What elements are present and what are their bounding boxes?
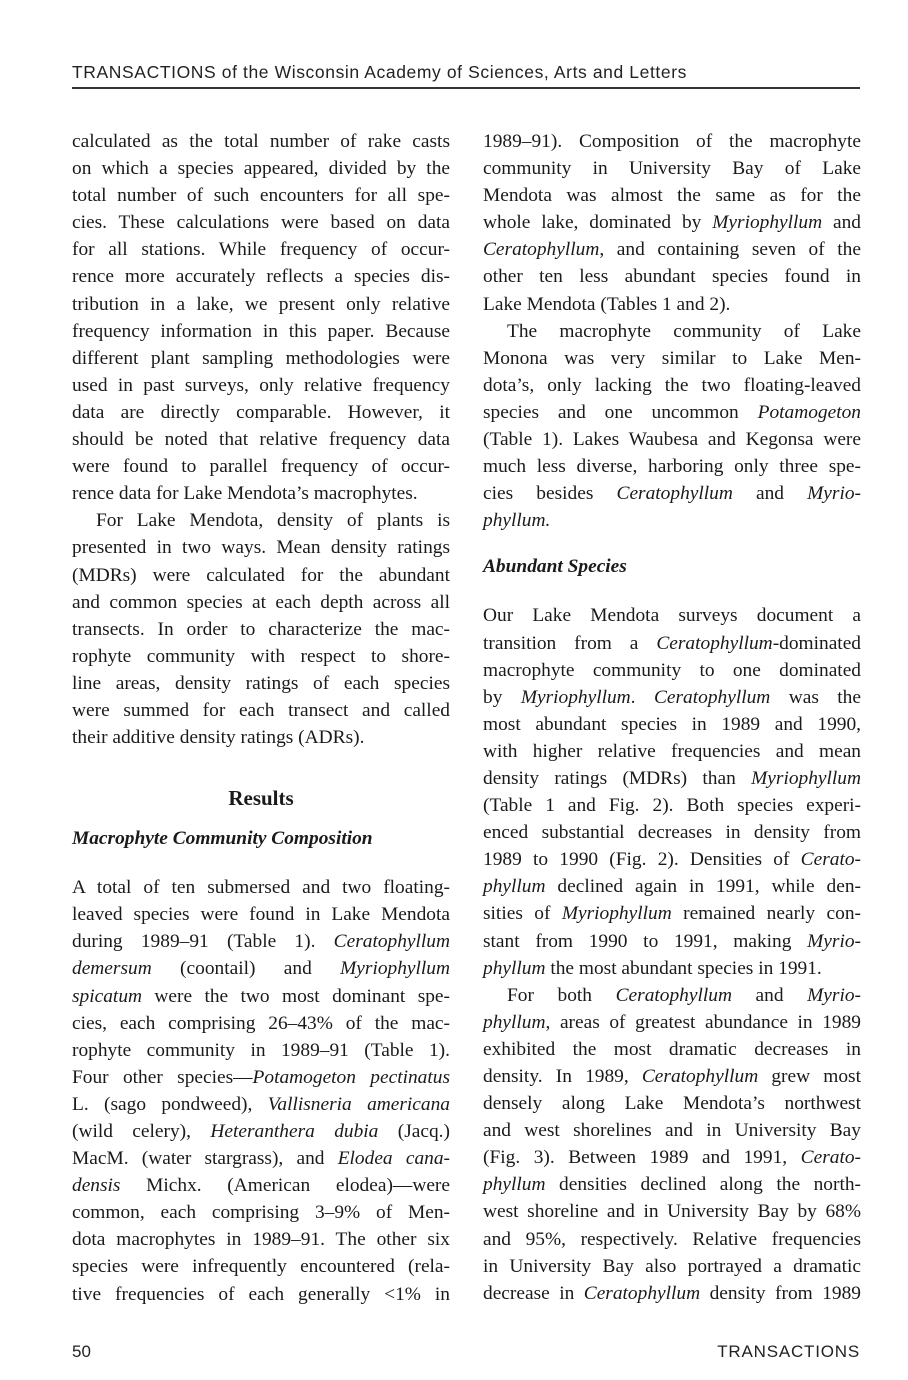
species-name: Ceratophyllum <box>483 239 600 261</box>
text-line: common, each comprising 3–9% of Men- <box>72 1202 450 1224</box>
species-name: Myrio- <box>807 930 861 952</box>
text-line: rophyte community with respect to shore- <box>72 645 450 667</box>
text-line: densely along Lake Mendota’s northwest <box>483 1093 861 1115</box>
footer-journal-name: TRANSACTIONS <box>717 1342 860 1361</box>
text-line: frequency information in this paper. Because <box>72 320 450 342</box>
text-run: whole lake, dominated by <box>483 212 713 234</box>
paragraph <box>483 318 861 535</box>
species-name: Vallisneria americana <box>267 1093 450 1115</box>
text-line <box>72 1091 450 1118</box>
paragraph <box>72 507 450 751</box>
text-run: decrease in <box>483 1282 584 1304</box>
species-name: Ceratophyllum <box>583 1282 701 1304</box>
text-line: and common species at each depth across all <box>72 591 450 613</box>
text-line <box>72 1172 450 1199</box>
text-run: 1989 to 1990 (Fig. 2). Densities of <box>483 849 801 871</box>
paragraph <box>72 874 450 1308</box>
text-line <box>483 955 861 982</box>
text-line <box>72 1064 450 1091</box>
text-line <box>72 928 450 955</box>
text-line <box>483 1009 861 1036</box>
text-run: , and containing seven of the <box>599 239 861 261</box>
text-run: transition from a <box>483 632 657 654</box>
text-line <box>483 507 861 534</box>
text-line: should be noted that relative frequency data <box>72 429 450 451</box>
text-run: density ratings (MDRs) than <box>483 767 752 789</box>
text-line: for all stations. While frequency of occur- <box>72 239 450 261</box>
text-line: and 95%, respectively. Relative frequencies <box>483 1228 861 1250</box>
text-line: Lake Mendota (Tables 1 and 2). <box>483 293 731 315</box>
text-line: Mendota was almost the same as for the <box>483 185 861 207</box>
text-run: were the two most dominant spe- <box>142 985 450 1007</box>
spacer <box>72 854 450 874</box>
text-line <box>72 955 450 982</box>
text-line <box>72 983 450 1010</box>
text-line: their additive density ratings (ADRs). <box>72 727 365 749</box>
text-line <box>483 684 861 711</box>
text-line: cies. These calculations were based on data <box>72 212 450 234</box>
species-name: densis <box>72 1175 121 1197</box>
text-line: species were infrequently encountered (rela- <box>72 1256 450 1278</box>
text-line: with higher relative frequencies and mean <box>483 740 861 762</box>
spacer <box>483 582 861 602</box>
text-line <box>483 873 861 900</box>
paragraph <box>483 128 861 318</box>
text-run: declined again in 1991, while den- <box>545 876 861 898</box>
text-run: and <box>822 212 861 234</box>
text-line: dota’s, only lacking the two floating-leaved <box>483 374 861 396</box>
text-run: stant from 1990 to 1991, making <box>483 930 808 952</box>
text-line: on which a species appeared, divided by the <box>72 158 450 180</box>
paragraph <box>72 128 450 507</box>
text-line <box>483 630 861 657</box>
text-line <box>483 1171 861 1198</box>
text-line: tive frequencies of each generally <1% in <box>72 1283 450 1305</box>
text-run: , areas of greatest abundance in 1989 <box>545 1011 861 1033</box>
species-name: phyllum. <box>483 510 551 532</box>
text-run: (Fig. 3). Between 1989 and 1991, <box>483 1147 801 1169</box>
header-rule <box>72 87 860 89</box>
spacer <box>483 534 861 552</box>
species-name: Cerato- <box>800 1147 861 1169</box>
text-line: macrophyte community to one dominated <box>483 659 861 681</box>
text-line <box>483 765 861 792</box>
page-number: 50 <box>72 1342 91 1361</box>
species-name: Myriophyllum <box>520 686 631 708</box>
text-line: (MDRs) were calculated for the abundant <box>72 564 450 586</box>
text-line <box>483 1280 861 1307</box>
paragraph <box>483 982 861 1307</box>
text-line: dota macrophytes in 1989–91. The other six <box>72 1229 450 1251</box>
species-name: phyllum <box>483 957 546 979</box>
text-line <box>483 209 861 236</box>
text-run: (coontail) and <box>151 958 341 980</box>
text-run: species and one uncommon <box>483 401 758 423</box>
text-line: exhibited the most dramatic decreases in <box>483 1038 861 1060</box>
species-name: Myrio- <box>807 984 861 1006</box>
species-name: Myriophyllum <box>712 212 823 234</box>
right-column <box>483 128 861 1307</box>
subsection-title: Abundant Species <box>483 556 627 578</box>
text-run: (Jacq.) <box>378 1121 450 1142</box>
text-line: total number of such encounters for all spe- <box>72 185 450 207</box>
species-name: Potamogeton <box>757 401 861 423</box>
text-line <box>483 480 861 507</box>
text-line: in University Bay also portrayed a dramatic <box>483 1255 861 1277</box>
text-line: enced substantial decreases in density from <box>483 822 861 844</box>
text-run: densities declined along the north- <box>545 1174 861 1196</box>
species-name: demersum <box>72 958 152 980</box>
text-line: leaved species were found in Lake Mendota <box>72 904 450 926</box>
text-run: sities of <box>483 903 562 925</box>
text-line: rence data for Lake Mendota’s macrophytes. <box>72 483 418 505</box>
text-run: L. (sago pondweed), <box>72 1093 268 1115</box>
species-name: Cerato- <box>800 849 861 871</box>
text-line: A total of ten submersed and two floating- <box>72 877 450 899</box>
text-line <box>483 982 861 1009</box>
text-line: (Table 1 and Fig. 2). Both species experi- <box>483 795 861 817</box>
text-line: different plant sampling methodologies were <box>72 347 450 369</box>
text-line: west shoreline and in University Bay by 68% <box>483 1201 861 1223</box>
text-line <box>483 900 861 927</box>
text-line <box>483 1063 861 1090</box>
text-line: tribution in a lake, we present only relative <box>72 293 450 315</box>
species-name: phyllum <box>483 1174 546 1196</box>
text-run: cies besides <box>483 483 617 505</box>
text-line: rophyte community in 1989–91 (Table 1). <box>72 1039 450 1061</box>
text-line: 1989–91). Composition of the macrophyte <box>483 131 861 152</box>
text-run: -dominated <box>772 632 861 654</box>
text-run: the most abundant species in 1991. <box>545 957 822 979</box>
left-column <box>72 128 450 1308</box>
text-run: Michx. (American elodea)—were <box>120 1175 450 1197</box>
text-line <box>72 1145 450 1172</box>
text-line <box>483 399 861 426</box>
text-line: line areas, density ratings of each species <box>72 672 450 694</box>
text-line: transects. In order to characterize the mac- <box>72 618 450 640</box>
text-run: and <box>732 483 808 505</box>
species-name: Ceratophyllum <box>641 1066 759 1087</box>
text-line <box>483 1144 861 1171</box>
species-name: Myriophyllum <box>340 958 450 980</box>
text-run: remained nearly con- <box>671 903 861 925</box>
text-line: The macrophyte community of Lake <box>507 320 861 342</box>
subsection-title: Macrophyte Community Composition <box>72 828 373 850</box>
text-run: grew most <box>758 1066 861 1087</box>
species-name: Ceratophyllum <box>615 984 732 1006</box>
text-line: were found to parallel frequency of occur- <box>72 456 450 478</box>
text-line: much less diverse, harboring only three spe- <box>483 456 861 478</box>
text-run: For both <box>507 984 616 1006</box>
text-line: (Table 1). Lakes Waubesa and Kegonsa were <box>483 429 861 451</box>
section-title-results: Results <box>228 786 294 811</box>
species-name: Heteranthera dubia <box>210 1121 379 1142</box>
paragraph <box>483 602 861 981</box>
text-line <box>483 846 861 873</box>
text-line: data are directly comparable. However, it <box>72 401 450 423</box>
text-line <box>483 236 861 263</box>
text-line: used in past surveys, only relative frequency <box>72 374 450 396</box>
species-name: Myriophyllum <box>751 767 861 789</box>
species-name: Myrio- <box>807 483 861 505</box>
species-name: spicatum <box>72 985 143 1007</box>
text-run: and <box>731 984 808 1006</box>
running-head: TRANSACTIONS of the Wisconsin Academy of Sciences, Arts and Letters <box>72 62 688 82</box>
species-name: Potamogeton pectinatus <box>252 1066 450 1088</box>
text-line: other ten less abundant species found in <box>483 266 861 288</box>
text-line: presented in two ways. Mean density ratings <box>72 537 450 559</box>
text-line <box>72 1118 450 1145</box>
text-run: density. In 1989, <box>483 1066 642 1087</box>
text-line: were summed for each transect and called <box>72 699 450 721</box>
text-line: cies, each comprising 26–43% of the mac- <box>72 1012 450 1034</box>
species-name: Ceratophyllum <box>656 632 773 654</box>
text-run: . <box>630 686 654 708</box>
text-line: and west shorelines and in University Bay <box>483 1120 861 1142</box>
text-line: Our Lake Mendota surveys document a <box>483 605 861 627</box>
text-line: Monona was very similar to Lake Men- <box>483 347 861 369</box>
species-name: Ceratophyllum <box>653 686 771 708</box>
text-line: most abundant species in 1989 and 1990, <box>483 713 861 735</box>
text-run: by <box>483 686 521 708</box>
species-name: Myriophyllum <box>561 903 672 925</box>
species-name: phyllum <box>483 876 546 898</box>
text-line <box>483 928 861 955</box>
text-run: was the <box>770 686 861 708</box>
text-run: density from 1989 <box>700 1282 862 1304</box>
species-name: phyllum <box>483 1011 546 1033</box>
spacer <box>72 751 450 778</box>
text-line: calculated as the total number of rake casts <box>72 131 450 152</box>
text-line: community in University Bay of Lake <box>483 158 861 180</box>
species-name: Elodea cana- <box>337 1148 450 1170</box>
text-line: rence more accurately reflects a species dis- <box>72 266 450 288</box>
species-name: Ceratophyllum <box>616 483 733 505</box>
text-run: Four other species— <box>72 1066 253 1088</box>
text-run: (wild celery), <box>72 1121 211 1142</box>
text-run: during 1989–91 (Table 1). <box>72 931 334 953</box>
species-name: Ceratophyllum <box>333 931 450 953</box>
text-line: For Lake Mendota, density of plants is <box>96 510 450 532</box>
text-run: MacM. (water stargrass), and <box>72 1148 338 1170</box>
